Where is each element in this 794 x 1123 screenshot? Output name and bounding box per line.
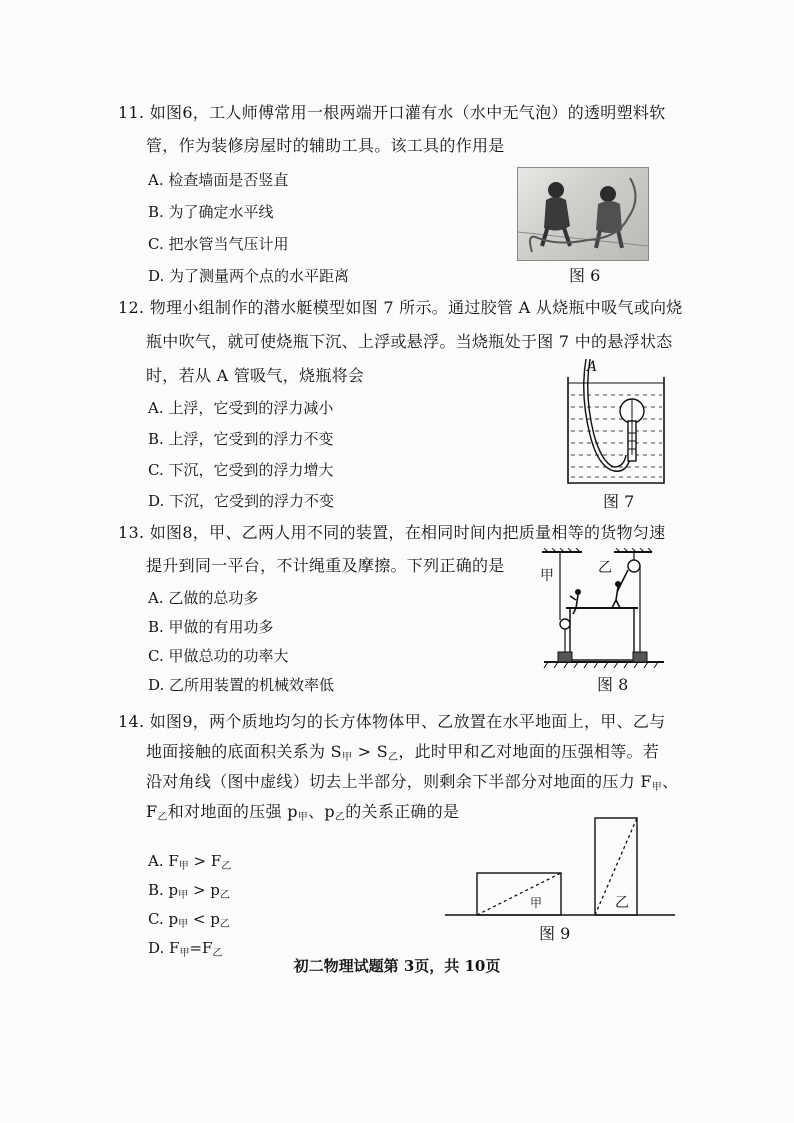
q13-option-a: A. 乙做的总功多	[148, 589, 259, 607]
figure-7-label-a: A	[587, 359, 598, 375]
figure-8-label-jia: 甲	[540, 568, 554, 584]
q14-option-a: A. $F_甲 > F_乙$	[148, 852, 232, 872]
q12-option-b: B. 上浮，它受到的浮力不变	[148, 430, 334, 448]
figure-8-caption: 图 8	[597, 675, 629, 694]
q12-option-d: D. 下沉，它受到的浮力不变	[148, 492, 335, 510]
q13-option-c: C. 甲做总功的功率大	[148, 647, 289, 665]
q11-option-a: A. 检查墙面是否竖直	[148, 171, 289, 189]
q14-option-d: D. $F_甲=F_乙$	[148, 939, 223, 959]
q13-option-d: D. 乙所用装置的机械效率低	[148, 676, 335, 694]
figure-9-label-jia: 甲	[530, 896, 543, 910]
q12-option-a: A. 上浮，它受到的浮力减小	[148, 399, 334, 417]
q14-line1: 14. 如图9，两个质地均匀的长方体物体甲、乙放置在水平地面上，甲、乙与	[118, 712, 666, 731]
figure-9-diagram	[445, 812, 677, 920]
q14-option-c: C. $p_甲 < p_乙$	[148, 910, 230, 930]
q14-line3: 沿对角线（图中虚线）切去上半部分，则剩余下半部分对地面的压力 $F_甲$、	[146, 772, 679, 793]
figure-7-diagram	[562, 355, 670, 490]
q12-option-c: C. 下沉，它受到的浮力增大	[148, 461, 334, 479]
figure-7-caption: 图 7	[603, 492, 635, 511]
q11-line1: 11. 如图6，工人师傅常用一根两端开口灌有水（水中无气泡）的透明塑料软	[118, 103, 666, 122]
page-footer: 初二物理试题第 3页，共 10页	[293, 957, 501, 975]
figure-8-label-yi: 乙	[598, 560, 612, 576]
workers-photo	[517, 167, 649, 261]
q14-line4: $F_乙$和对地面的压强 $p_甲$、$p_乙$的关系正确的是	[146, 802, 460, 823]
q14-option-b: B. $p_甲 > p_乙$	[148, 881, 230, 901]
q12-line1: 12. 物理小组制作的潜水艇模型如图 7 所示。通过胶管 A 从烧瓶中吸气或向烧	[118, 298, 683, 317]
q11-option-c: C. 把水管当气压计用	[148, 235, 289, 253]
q11-option-d: D. 为了测量两个点的水平距离	[148, 267, 350, 285]
q13-option-b: B. 甲做的有用功多	[148, 618, 274, 636]
q12-line2: 瓶中吹气，就可使烧瓶下沉、上浮或悬浮。当烧瓶处于图 7 中的悬浮状态	[146, 332, 673, 351]
figure-9-caption: 图 9	[539, 924, 571, 943]
q12-line3: 时，若从 A 管吸气，烧瓶将会	[146, 366, 365, 385]
q13-line1: 13. 如图8，甲、乙两人用不同的装置，在相同时间内把质量相等的货物匀速	[118, 523, 666, 542]
q14-line2: 地面接触的底面积关系为 $S_甲 > S_乙$，此时甲和乙对地面的压强相等。若	[146, 742, 660, 763]
q13-line2: 提升到同一平台，不计绳重及摩擦。下列正确的是	[146, 556, 505, 575]
q11-option-b: B. 为了确定水平线	[148, 203, 274, 221]
figure-9-label-yi: 乙	[615, 895, 629, 911]
figure-6-caption: 图 6	[569, 266, 601, 285]
q11-line2: 管，作为装修房屋时的辅助工具。该工具的作用是	[146, 136, 505, 155]
